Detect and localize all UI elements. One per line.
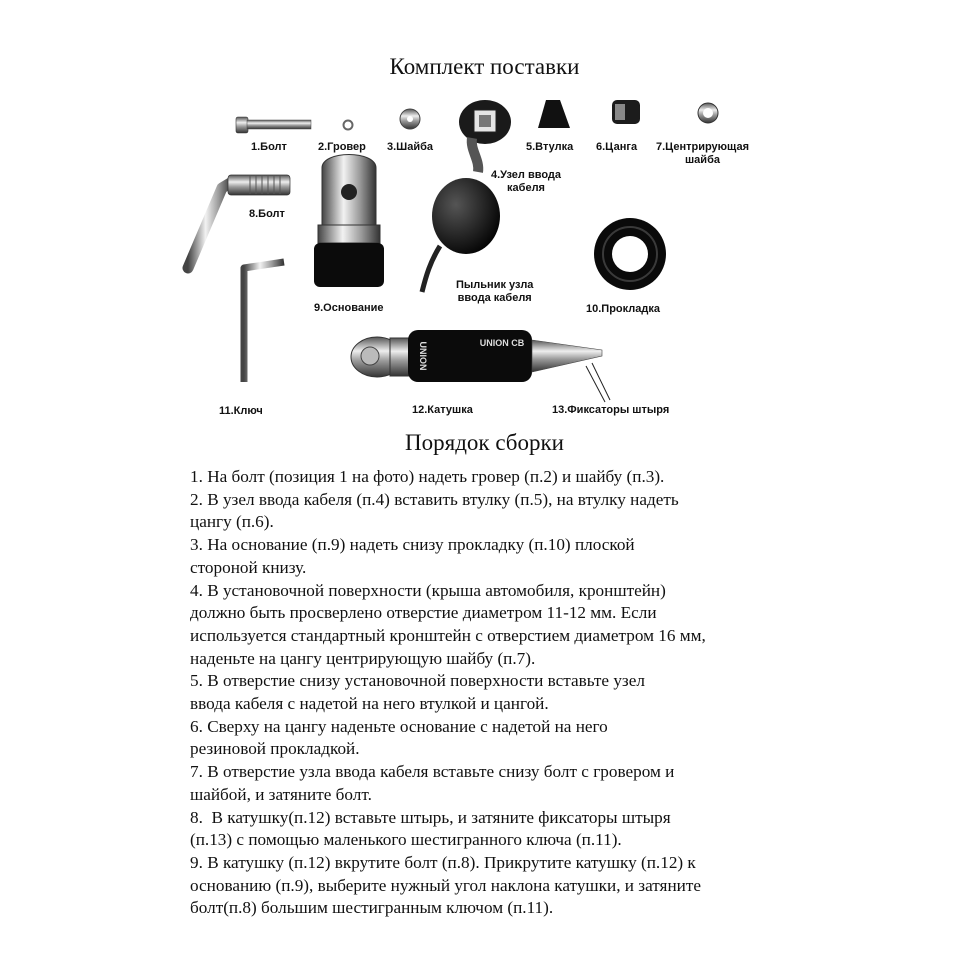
assembly-step: 6. Сверху на цангу наденьте основание с надетой на него резиновой прокладкой. [190,716,608,759]
hex-key-image [244,262,284,382]
washer-image [400,109,420,129]
assembly-step: 1. На болт (позиция 1 на фото) надеть гровер (п.2) и шайбу (п.3). [190,467,665,486]
assembly-step: 9. В катушку (п.12) вкрутите болт (п.8). Прикрутите катушку (п.12) к основанию (п.9), выберите нужный угол наклона катушки, и затяните болт(п.8) большим шестигранным ключом (п.11). [190,852,701,918]
parts-photo [0,0,969,430]
part-label-cable-entry: 4.Узел ввода кабеля [491,169,562,194]
part-label-grover: 2.Гровер [318,141,366,153]
part-label-hex-key: 11.Ключ [219,405,263,417]
bushing-image [538,100,570,128]
cable-entry-unit-image [459,100,511,172]
part-label-dust-cover: Пыльник узла ввода кабеля [456,279,534,304]
coil-image [351,330,602,382]
base-image [314,155,384,288]
coil-side-text: UNION [418,341,428,371]
bolt-8-image [188,175,290,268]
part-label-gasket: 10.Прокладка [586,303,660,315]
dust-cover-image [422,178,500,292]
part-label-centering-washer: 7.Центрирующая шайба [656,141,750,166]
part-label-pin-retainers: 13.Фиксаторы штыря [552,404,670,416]
part-label-base: 9.Основание [314,302,384,314]
kit-title: Комплект поставки [389,54,580,79]
bolt-1-image [236,117,311,133]
assembly-step: 4. В установочной поверхности (крыша автомобиля, кронштейн) должно быть просверлено отверстие диаметром 11-12 мм. Если используется стандартный кронштейн с отверстием диаметром 16 мм, наденьте на цангу центрирующую шайбу (п.7). [190,580,706,668]
grover-washer-image [344,121,353,130]
pin-retainer-pointer [586,363,610,402]
gasket-image [594,218,666,290]
centering-washer-image [698,103,718,123]
assembly-steps [190,466,830,920]
assembly-step: 8. В катушку(п.12) вставьте штырь, и затяните фиксаторы штыря (п.13) с помощью маленького шестигранного ключа (п.11). [190,807,671,850]
assembly-step: 5. В отверстие снизу установочной поверхности вставьте узел ввода кабеля с надетой на него втулкой и цангой. [190,671,645,714]
part-label-collet: 6.Цанга [596,141,638,153]
assembly-step: 7. В отверстие узла ввода кабеля вставьте снизу болт с гровером и шайбой, и затяните болт. [190,762,675,804]
coil-brand-text: UNION CB [479,338,525,348]
part-label-washer: 3.Шайба [387,141,434,153]
assembly-step: 3. На основание (п.9) надеть снизу прокладку (п.10) плоской стороной книзу. [190,535,635,577]
collet-image [612,100,640,124]
part-label-bolt: 1.Болт [251,141,287,153]
part-label-coil: 12.Катушка [412,404,473,416]
assembly-step: 2. В узел ввода кабеля (п.4) вставить втулку (п.5), на втулку надеть цангу (п.6). [190,489,679,532]
assembly-title: Порядок сборки [405,430,564,455]
part-label-bushing: 5.Втулка [526,141,574,153]
part-label-bolt-8: 8.Болт [249,208,285,220]
